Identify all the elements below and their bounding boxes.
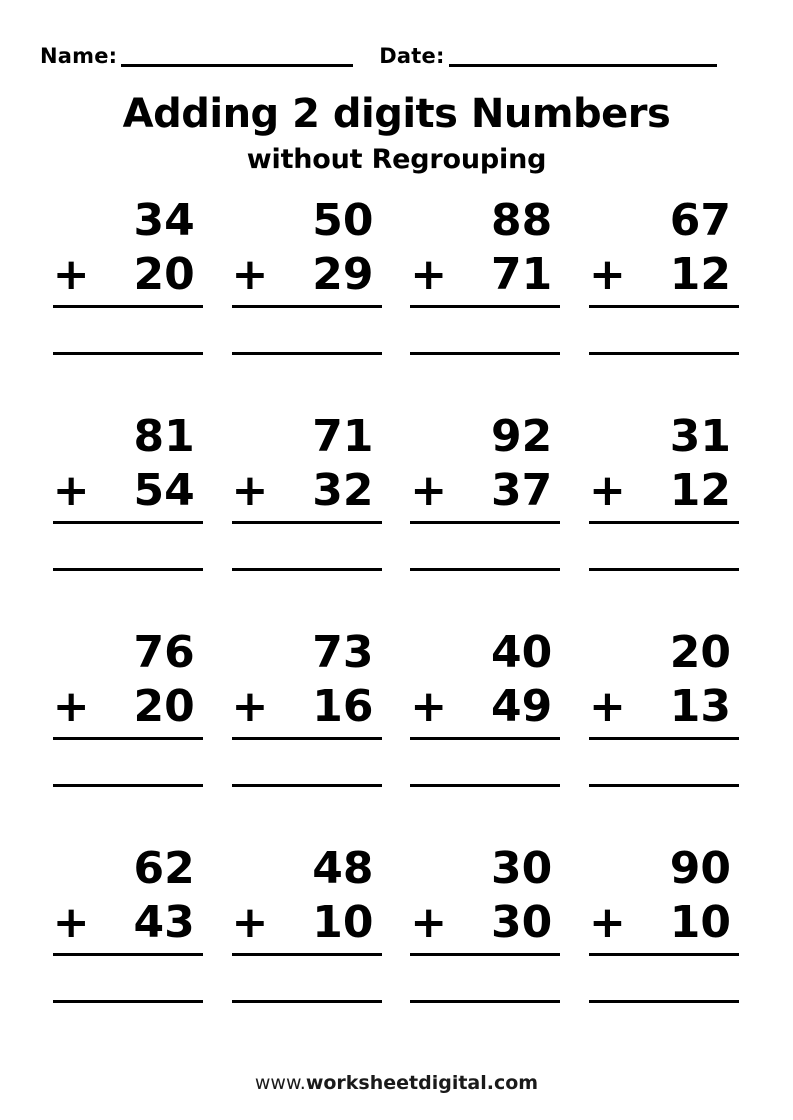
problem-cell	[42, 411, 221, 631]
plus-icon: +	[410, 681, 448, 732]
answer-line[interactable]	[53, 784, 203, 787]
answer-line[interactable]	[410, 352, 560, 355]
bottom-addend-row	[52, 465, 203, 516]
top-addend: 90	[669, 843, 731, 894]
answer-line[interactable]	[410, 784, 560, 787]
bottom-addend: 71	[491, 249, 553, 300]
bottom-addend-row	[231, 249, 382, 300]
sum-rule	[589, 521, 739, 524]
problem-cell	[42, 627, 221, 847]
bottom-addend: 12	[669, 465, 731, 516]
top-addend: 88	[491, 195, 553, 246]
plus-icon: +	[52, 249, 90, 300]
answer-line[interactable]	[410, 1000, 560, 1003]
footer-site: worksheetdigital.com	[305, 1072, 539, 1094]
answer-line[interactable]	[53, 568, 203, 571]
bottom-addend: 43	[133, 897, 195, 948]
sum-rule	[232, 521, 382, 524]
bottom-addend: 20	[133, 681, 195, 732]
name-label: Name:	[40, 44, 118, 68]
plus-icon: +	[231, 681, 269, 732]
date-write-line[interactable]	[449, 64, 717, 67]
plus-icon: +	[52, 897, 90, 948]
plus-icon: +	[589, 681, 626, 732]
page-title: Adding 2 digits Numbers	[122, 91, 671, 137]
problem-cell	[578, 843, 757, 1063]
addition-problem	[231, 627, 382, 787]
answer-line[interactable]	[232, 352, 382, 355]
plus-icon: +	[589, 897, 626, 948]
addition-problem	[410, 627, 560, 787]
bottom-addend: 54	[133, 465, 195, 516]
problem-cell	[400, 195, 579, 415]
sum-rule	[232, 953, 382, 956]
bottom-addend: 13	[669, 681, 731, 732]
bottom-addend-row	[231, 465, 382, 516]
addition-problem	[52, 411, 203, 571]
header-fields	[0, 0, 793, 70]
bottom-addend: 37	[491, 465, 553, 516]
plus-icon: +	[589, 249, 626, 300]
bottom-addend: 20	[133, 249, 195, 300]
bottom-addend: 49	[491, 681, 553, 732]
bottom-addend: 10	[669, 897, 731, 948]
answer-line[interactable]	[232, 784, 382, 787]
addition-problem	[410, 195, 560, 355]
addition-problem	[231, 195, 382, 355]
plus-icon: +	[589, 465, 626, 516]
bottom-addend-row	[231, 681, 382, 732]
answer-line[interactable]	[53, 352, 203, 355]
bottom-addend: 12	[669, 249, 731, 300]
sum-rule	[232, 737, 382, 740]
bottom-addend: 30	[491, 897, 553, 948]
addition-problem	[52, 843, 203, 1003]
top-addend: 71	[312, 411, 374, 462]
addition-problem	[410, 843, 560, 1003]
answer-line[interactable]	[589, 1000, 739, 1003]
bottom-addend-row	[589, 681, 739, 732]
answer-line[interactable]	[589, 568, 739, 571]
top-addend: 50	[312, 195, 374, 246]
date-field[interactable]	[379, 44, 716, 70]
top-addend: 40	[491, 627, 553, 678]
answer-line[interactable]	[589, 352, 739, 355]
page-subtitle: without Regrouping	[246, 144, 547, 175]
problem-cell	[221, 843, 400, 1063]
bottom-addend-row	[410, 681, 560, 732]
answer-line[interactable]	[232, 1000, 382, 1003]
top-addend: 81	[133, 411, 195, 462]
bottom-addend: 32	[312, 465, 374, 516]
plus-icon: +	[52, 465, 90, 516]
addition-problem	[52, 195, 203, 355]
plus-icon: +	[231, 249, 269, 300]
answer-line[interactable]	[53, 1000, 203, 1003]
bottom-addend-row	[52, 249, 203, 300]
top-addend: 31	[669, 411, 731, 462]
top-addend: 76	[133, 627, 195, 678]
bottom-addend-row	[410, 897, 560, 948]
bottom-addend: 10	[312, 897, 374, 948]
top-addend: 20	[669, 627, 731, 678]
top-addend: 62	[133, 843, 195, 894]
top-addend: 73	[312, 627, 374, 678]
problem-cell	[400, 411, 579, 631]
answer-line[interactable]	[232, 568, 382, 571]
problem-cell	[221, 411, 400, 631]
addition-problem	[231, 843, 382, 1003]
sum-rule	[410, 737, 560, 740]
bottom-addend-row	[589, 465, 739, 516]
sum-rule	[53, 521, 203, 524]
footer-url	[0, 1072, 793, 1094]
plus-icon: +	[231, 465, 269, 516]
problem-cell	[578, 411, 757, 631]
addition-problem	[410, 411, 560, 571]
sum-rule	[410, 305, 560, 308]
top-addend: 48	[312, 843, 374, 894]
sum-rule	[232, 305, 382, 308]
problem-cell	[221, 195, 400, 415]
problem-cell	[400, 627, 579, 847]
sum-rule	[589, 737, 739, 740]
problem-cell	[578, 627, 757, 847]
addition-problem	[589, 195, 739, 355]
bottom-addend-row	[589, 897, 739, 948]
problem-grid	[0, 195, 793, 1063]
sum-rule	[53, 305, 203, 308]
sum-rule	[53, 737, 203, 740]
answer-line[interactable]	[589, 784, 739, 787]
bottom-addend-row	[231, 897, 382, 948]
addition-problem	[589, 627, 739, 787]
top-addend: 92	[491, 411, 553, 462]
bottom-addend-row	[410, 465, 560, 516]
problem-cell	[42, 843, 221, 1063]
name-write-line[interactable]	[121, 64, 353, 67]
top-addend: 30	[491, 843, 553, 894]
bottom-addend: 16	[312, 681, 374, 732]
plus-icon: +	[410, 249, 448, 300]
problem-cell	[42, 195, 221, 415]
bottom-addend-row	[410, 249, 560, 300]
sum-rule	[589, 953, 739, 956]
problem-cell	[400, 843, 579, 1063]
bottom-addend-row	[52, 681, 203, 732]
name-field[interactable]	[40, 44, 353, 70]
problem-cell	[578, 195, 757, 415]
sum-rule	[410, 521, 560, 524]
addition-problem	[589, 411, 739, 571]
problem-cell	[221, 627, 400, 847]
date-label: Date:	[379, 44, 445, 68]
plus-icon: +	[410, 465, 448, 516]
addition-problem	[231, 411, 382, 571]
plus-icon: +	[231, 897, 269, 948]
sum-rule	[53, 953, 203, 956]
addition-problem	[589, 843, 739, 1003]
sum-rule	[589, 305, 739, 308]
top-addend: 67	[669, 195, 731, 246]
answer-line[interactable]	[410, 568, 560, 571]
top-addend: 34	[133, 195, 195, 246]
bottom-addend: 29	[312, 249, 374, 300]
plus-icon: +	[410, 897, 448, 948]
sum-rule	[410, 953, 560, 956]
plus-icon: +	[52, 681, 90, 732]
footer-prefix: www.	[254, 1072, 306, 1094]
bottom-addend-row	[52, 897, 203, 948]
addition-problem	[52, 627, 203, 787]
bottom-addend-row	[589, 249, 739, 300]
